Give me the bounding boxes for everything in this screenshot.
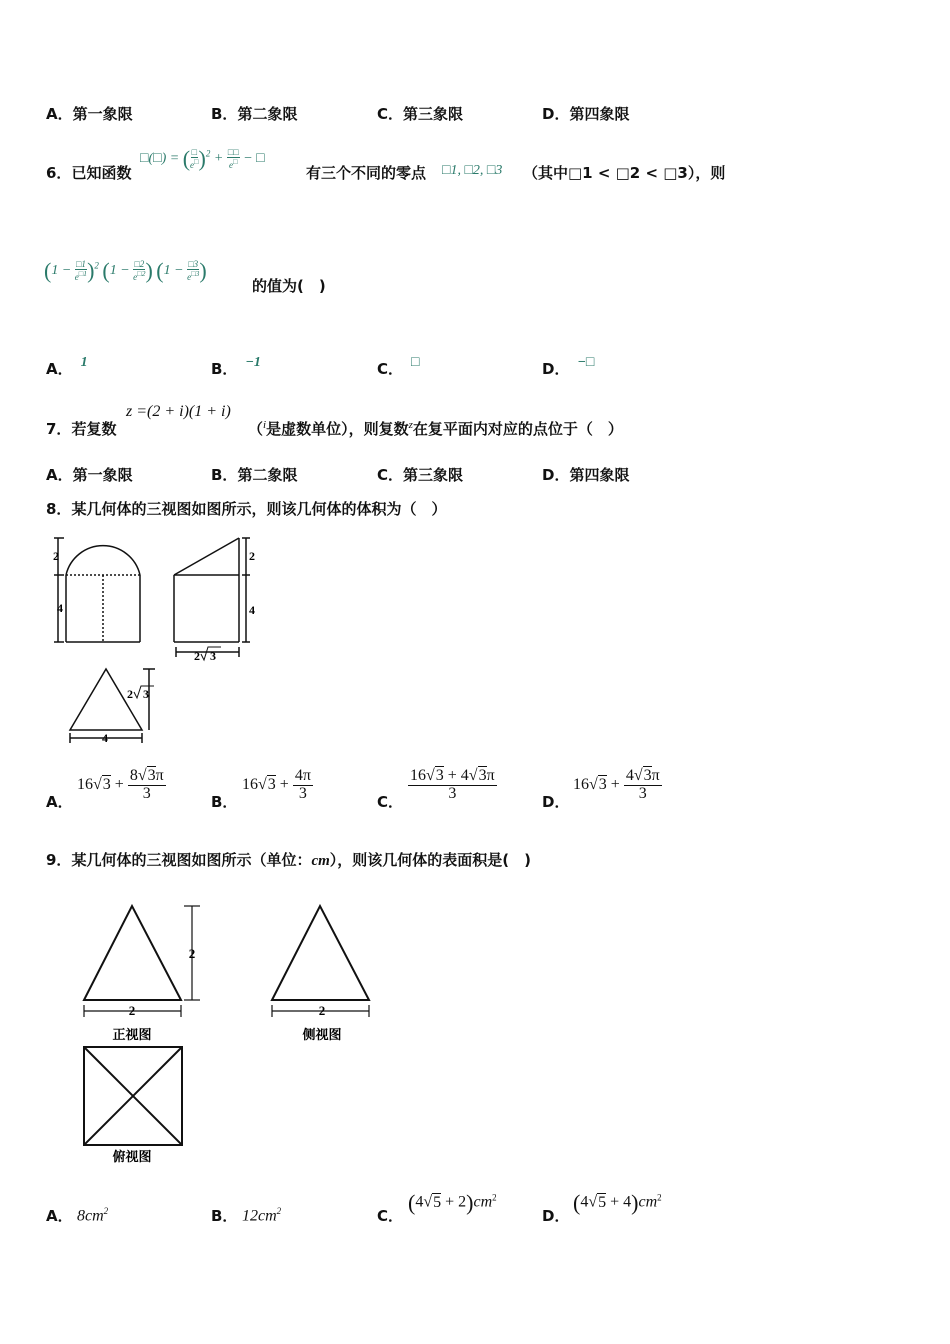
- q9-front-view: [84, 906, 181, 1000]
- q8-option-a-expr: 16√3 + $\frac{8√3\pi}{3}$: [77, 767, 164, 802]
- q6-function-formula: □(□) = ( $\frac{□}{e^□}$ )$^2$ + $\frac{□□}{e^□}$ − □: [140, 146, 265, 171]
- q6-option-a: A． 1: [46, 355, 88, 378]
- q9-question: 9．某几何体的三视图如图所示（单位：cm），则该几何体的表面积是( ): [46, 851, 531, 869]
- q9-top-label: 俯视图: [112, 1150, 152, 1165]
- q8-question: 8．某几何体的三视图如图所示，则该几何体的体积为（ ）: [46, 500, 447, 518]
- q9-option-d: D．: [542, 1207, 570, 1225]
- q8-three-view-figure: [46, 530, 256, 750]
- q9-option-b-expr: $12cm^2$: [242, 1206, 282, 1225]
- q5-option-d: D．第四象限: [542, 105, 630, 123]
- q8-dim-front-4: 4: [57, 601, 63, 615]
- q8-dim-top-root3: 3: [143, 687, 149, 701]
- q9-front-width: 2: [128, 1003, 136, 1018]
- q8-dim-side-2root3: 2: [194, 649, 200, 663]
- q7-option-b: B．第二象限: [211, 466, 298, 484]
- q6-product-expression: (1 − $\frac{□1}{e^{□1}}$ )$^2$ (1 − $\frac{□2}{e^{□2}}$ ) (1 − $\frac{□3}{e^{□3}}$ ): [44, 258, 207, 283]
- q9-option-d-expr: $(4√5 + 4)cm^2$: [573, 1190, 662, 1215]
- q8-top-view: [70, 669, 155, 743]
- q8-option-b: B．: [211, 793, 238, 811]
- q6-option-d: D． −□: [542, 355, 595, 378]
- q8-option-c: C．: [377, 793, 404, 811]
- q9-option-a-expr: $8cm^2$: [77, 1206, 109, 1225]
- q5-option-a: A．第一象限: [46, 105, 133, 123]
- q6-tail: 的值为( ): [252, 277, 326, 295]
- q8-dim-top-2root3: 2: [127, 687, 133, 701]
- q9-side-label: 侧视图: [302, 1028, 342, 1043]
- q8-dim-side-2: 2: [249, 549, 255, 563]
- q8-front-view: [54, 538, 140, 642]
- q8-dim-top-4: 4: [102, 731, 108, 745]
- q5-option-c: C．第三象限: [377, 105, 464, 123]
- q9-option-a: A．: [46, 1207, 73, 1225]
- q8-option-a: A．: [46, 793, 73, 811]
- q9-side-width: 2: [318, 1003, 326, 1018]
- q7-formula: z =(2 + i)(1 + i): [126, 403, 231, 420]
- q6-option-b: B． −1: [211, 355, 261, 378]
- q9-option-b: B．: [211, 1207, 238, 1225]
- q8-option-b-expr: 16√3 + $\frac{4\pi}{3}$: [242, 767, 311, 802]
- q6-zeros: □1, □2, □3: [442, 163, 503, 178]
- q8-dim-side-root3: 3: [210, 649, 216, 663]
- q9-option-c: C．: [377, 1207, 404, 1225]
- q9-three-view-figure: [76, 895, 386, 1175]
- q6-option-c: C． □: [377, 355, 420, 378]
- q7-option-c: C．第三象限: [377, 466, 464, 484]
- q8-option-d-expr: 16√3 + $\frac{4√3\pi}{3}$: [573, 767, 660, 802]
- q7-option-a: A．第一象限: [46, 466, 133, 484]
- q9-front-height: 2: [188, 946, 196, 961]
- q9-front-label: 正视图: [112, 1028, 152, 1043]
- q7-option-d: D．第四象限: [542, 466, 630, 484]
- q8-option-d: D．: [542, 793, 570, 811]
- q6-number-lead: 6．已知函数: [46, 164, 132, 182]
- q8-option-c-expr: $\frac{16√3 + 4√3\pi}{3}$: [410, 767, 495, 802]
- q9-option-c-expr: $(4√5 + 2)cm^2$: [408, 1190, 497, 1215]
- q8-dim-side-4: 4: [249, 603, 255, 617]
- q6-condition: （其中□1 < □2 < □3），则: [523, 164, 726, 182]
- q8-dim-front-2: 2: [53, 549, 59, 563]
- q8-side-view: [174, 538, 250, 657]
- q9-side-view: [272, 906, 369, 1000]
- q5-option-b: B．第二象限: [211, 105, 298, 123]
- q6-zeros-text: 有三个不同的零点: [306, 164, 427, 182]
- q7-text: （$^i$是虚数单位），则复数$^z$在复平面内对应的点位于（ ）: [248, 419, 623, 438]
- q7-number-lead: 7．若复数: [46, 420, 117, 438]
